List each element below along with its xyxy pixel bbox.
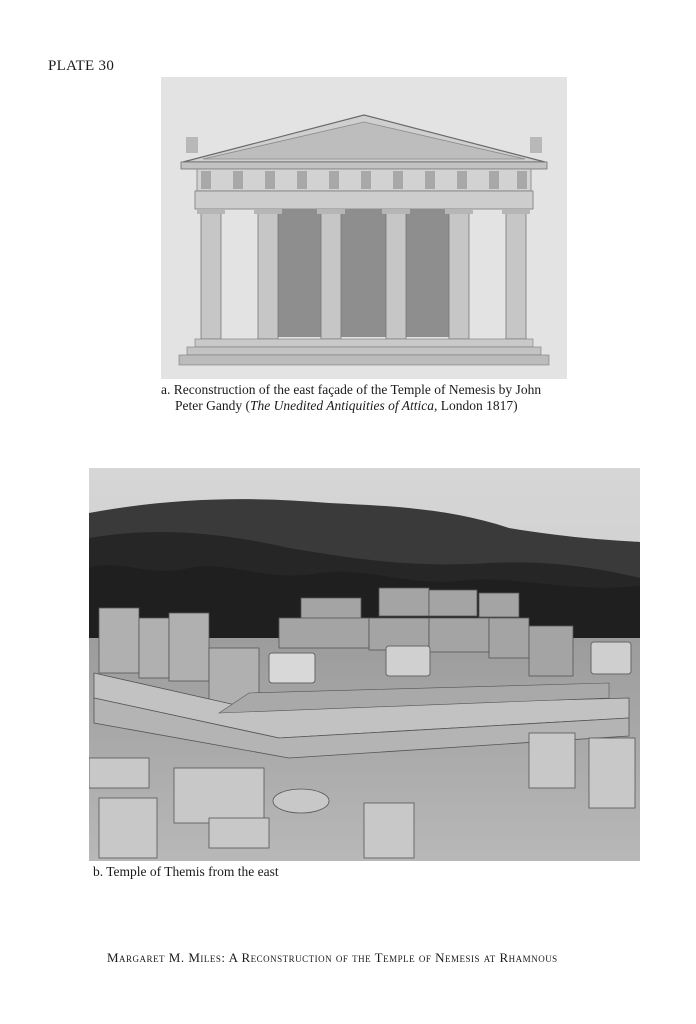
figure-a-caption <box>161 382 581 414</box>
temple-ruins-photograph <box>89 468 640 861</box>
caption-a-author: Peter Gandy ( <box>175 398 250 413</box>
running-footer: Margaret M. Miles: A Reconstruction of the Temple of Nemesis at Rhamnous <box>107 950 558 965</box>
caption-a-book-title: The Unedited Antiquities of Attica <box>249 398 434 413</box>
temple-facade-drawing <box>161 77 567 379</box>
caption-a-line2 <box>161 398 581 414</box>
figure-b-caption: b. Temple of Themis from the east <box>93 864 279 879</box>
caption-a-line1: a. Reconstruction of the east façade of the Temple of Nemesis by John <box>161 382 542 397</box>
plate-number: PLATE 30 <box>48 58 115 74</box>
caption-a-publication: , London 1817) <box>433 398 518 413</box>
